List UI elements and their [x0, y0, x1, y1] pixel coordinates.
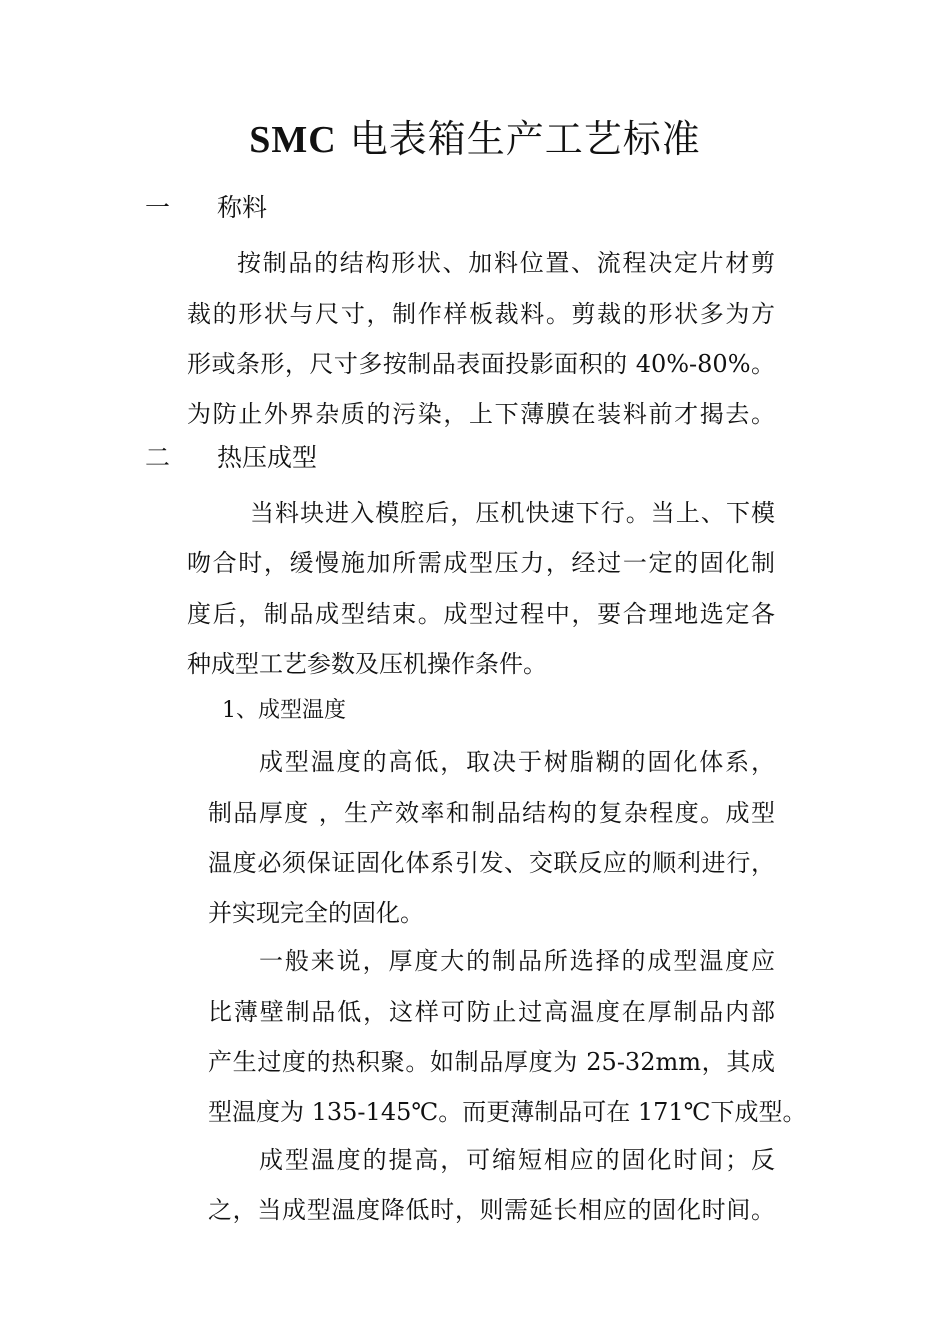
para-3-line-2: 之，当成型温度降低时，则需延长相应的固化时间。: [208, 1196, 775, 1224]
para-1-line-1: 成型温度的高低，取决于树脂糊的固化体系，: [259, 748, 775, 776]
title-chinese: 电表箱生产工艺标准: [349, 117, 701, 161]
section-1-heading: 称料: [217, 193, 268, 222]
para-1-line-3: 温度必须保证固化体系引发、交联反应的顺利进行，: [208, 849, 775, 877]
para-3-line-1: 成型温度的提高，可缩短相应的固化时间；反: [259, 1146, 775, 1174]
section-1-line-3: 形或条形，尺寸多按制品表面投影面积的 40%-80%。: [187, 350, 775, 378]
section-2-line-3: 度后，制品成型结束。成型过程中，要合理地选定各: [187, 600, 775, 628]
section-2-line-4: 种成型工艺参数及压机操作条件。: [187, 650, 547, 678]
para-2-line-2: 比薄壁制品低，这样可防止过高温度在厚制品内部: [208, 998, 775, 1026]
section-2-number: 二: [145, 443, 171, 472]
section-1-number: 一: [145, 193, 171, 222]
section-2-line-1: 当料块进入模腔后，压机快速下行。当上、下模: [250, 499, 775, 527]
title-latin: SMC: [249, 119, 337, 161]
document-title: [0, 108, 950, 163]
section-1-line-1: 按制品的结构形状、加料位置、流程决定片材剪: [237, 249, 775, 277]
para-2-line-4: 型温度为 135-145℃。而更薄制品可在 171℃下成型。: [208, 1098, 807, 1126]
para-2-line-1: 一般来说，厚度大的制品所选择的成型温度应: [259, 947, 775, 975]
subsection-1-heading: 1、成型温度: [222, 698, 346, 723]
section-1-line-2: 裁的形状与尺寸，制作样板裁料。剪裁的形状多为方: [187, 300, 775, 328]
para-2-line-3: 产生过度的热积聚。如制品厚度为 25-32mm，其成: [208, 1048, 775, 1076]
para-1-line-2: 制品厚度 ，生产效率和制品结构的复杂程度。成型: [208, 799, 775, 827]
section-1-line-4: 为防止外界杂质的污染，上下薄膜在装料前才揭去。: [187, 400, 775, 428]
section-2-line-2: 吻合时，缓慢施加所需成型压力，经过一定的固化制: [187, 549, 775, 577]
para-1-line-4: 并实现完全的固化。: [208, 899, 424, 927]
section-2-heading: 热压成型: [217, 443, 318, 472]
